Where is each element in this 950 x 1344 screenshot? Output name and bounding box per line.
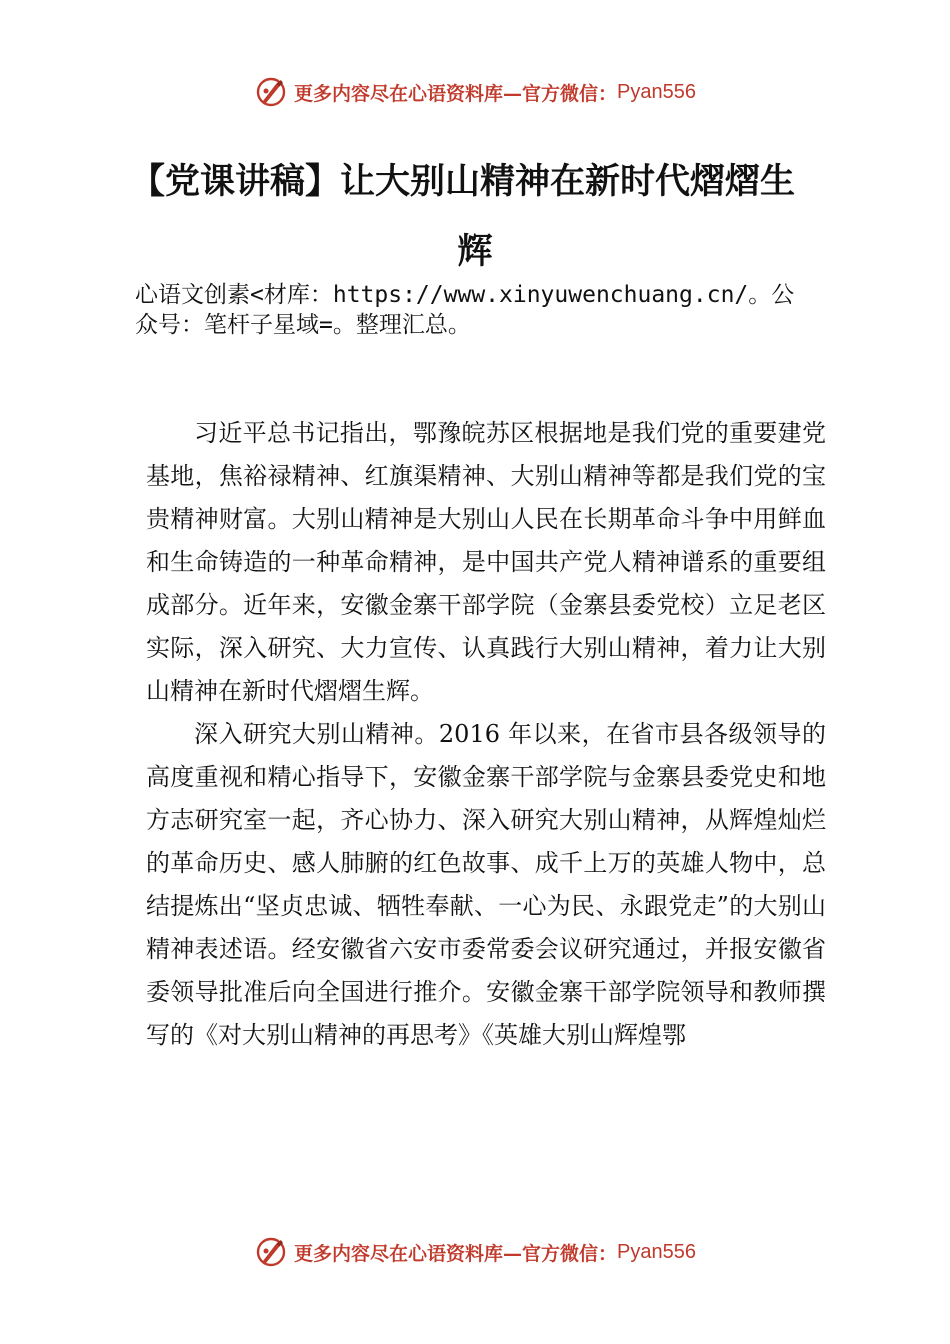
document-title-line1: 【党课讲稿】让大别山精神在新时代熠熠生: [130, 162, 796, 202]
wechat-id: Pyan556: [617, 1240, 696, 1263]
source-line-2: 众号：笔杆子星域=。整理汇总。: [135, 312, 471, 338]
document-title-line2: 辉: [457, 232, 493, 272]
footer-banner: [0, 1230, 950, 1274]
paragraph-1: 习近平总书记指出，鄂豫皖苏区根据地是我们党的重要建党基地，焦裕禄精神、红旗渠精神、大别山精神等都是我们党的宝贵精神财富。大别山精神是大别山人民在长期革命斗争中用鲜血和生命铸造的一种革命精神，是中国共产党人精神谱系的重要组成部分。近年来，安徽金寨干部学院（金寨县委党校）立足老区实际，深入研究、大力宣传、认真践行大别山精神，着力让大别山精神在新时代熠熠生辉。: [146, 419, 826, 705]
document-body: [146, 412, 826, 1057]
quill-pen-logo-icon: [254, 75, 288, 109]
header-banner: [0, 70, 950, 114]
banner-text: 更多内容尽在心语资料库—官方微信：: [294, 1242, 618, 1265]
banner-text: 更多内容尽在心语资料库—官方微信：: [294, 82, 618, 105]
quill-pen-logo-icon: [254, 1235, 288, 1269]
wechat-id: Pyan556: [617, 80, 696, 103]
source-line-1: 心语文创素<材库：https://www.xinyuwenchuang.cn/。公: [135, 282, 795, 308]
paragraph-2: 深入研究大别山精神。2016 年以来，在省市县各级领导的高度重视和精心指导下，安徽金寨干部学院与金寨县委党史和地方志研究室一起，齐心协力、深入研究大别山精神，从辉煌灿烂的革命历史、感人肺腑的红色故事、成千上万的英雄人物中，总结提炼出“坚贞忠诚、牺牲奉献、一心为民、永跟党走”的大别山精神表述语。经安徽省六安市委常委会议研究通过，并报安徽省委领导批准后向全国进行推介。安徽金寨干部学院领导和教师撰写的《对大别山精神的再思考》《英雄大别山辉煌鄂: [146, 720, 826, 1049]
